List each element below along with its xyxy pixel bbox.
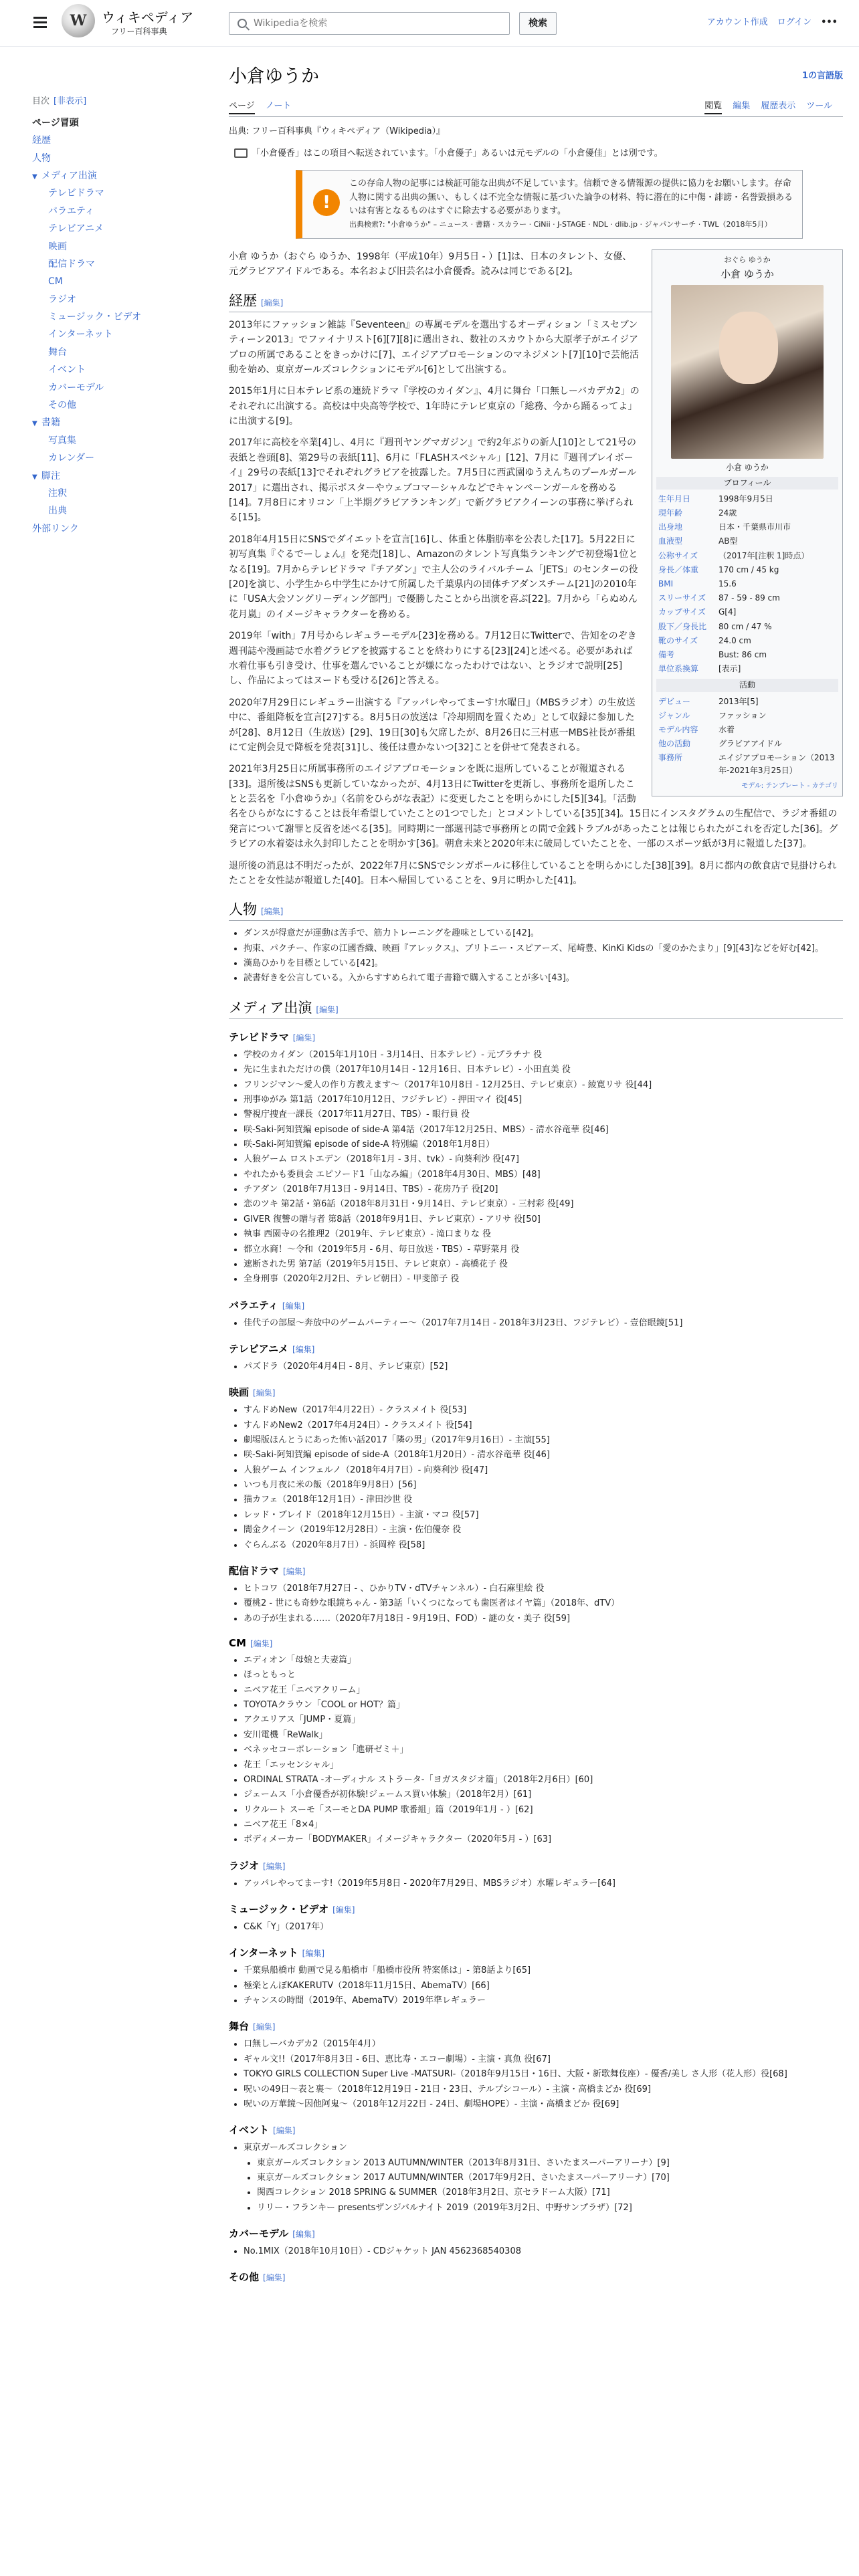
edit-section-link[interactable]: [編集] <box>261 907 284 917</box>
infobox-key[interactable]: 靴のサイズ <box>658 635 698 645</box>
infobox-key[interactable]: 公称サイズ <box>658 550 698 560</box>
edit-section-link[interactable]: [編集] <box>273 2126 296 2136</box>
toc-hide-button[interactable]: [非表示] <box>54 96 87 106</box>
list-item[interactable]: • ギャル文!!（2017年8月3日 - 6日、恵比寿・エコー劇場）- 主演・真魚 役[67] <box>244 2052 843 2067</box>
subsection-heading <box>229 1385 843 1399</box>
edit-section-link[interactable]: [編集] <box>250 1638 273 1648</box>
infobox-value: G[4] <box>719 607 737 617</box>
hatnote: 「小倉優香」はこの項目へ転送されています。「小倉優子」あるいは元モデルの「小倉優佳」とは別です。 <box>229 147 843 161</box>
toc-item-label: インターネット <box>48 329 113 340</box>
infobox <box>652 249 843 796</box>
list-item[interactable]: • 口無しーバカデカ2（2015年4月） <box>244 2037 843 2052</box>
infobox-key[interactable]: 生年月日 <box>658 494 691 504</box>
edit-section-link[interactable]: [編集] <box>332 1905 355 1915</box>
subsection-heading <box>229 1858 843 1872</box>
toc-item[interactable] <box>32 397 186 414</box>
media-list <box>244 1653 843 1848</box>
list-item[interactable]: • 全身刑事（2020年2月2日、テレビ朝日）- 甲斐節子 役 <box>244 1272 843 1287</box>
list-item: • 漢島ひかりを目標としている[42]。 <box>244 956 843 971</box>
subsection-heading-text: バラエティ <box>229 1299 278 1311</box>
list-item[interactable]: • 都立水商！〜令和（2019年5月 - 6月、毎日放送・TBS）- 草野菜月 役 <box>244 1243 843 1257</box>
infobox-header-profile: プロフィール <box>656 477 838 490</box>
toc-item-label: 脚注 <box>41 470 60 481</box>
infobox-value: Bust: 86 cm <box>719 649 767 659</box>
list-item[interactable]: • 劇場版ほんとうにあった怖い話2017「隣の男」（2017年9月16日）- 主演[55] <box>244 1433 843 1448</box>
list-item[interactable]: • ニベア花王「8×4」 <box>244 1818 843 1832</box>
list-item[interactable]: • 咲-Saki-阿知賀編 episode of side-A 第4話（2017年12月25日、MBS）- 清水谷竜華 役[46] <box>244 1123 843 1138</box>
subsection-heading-text: テレビドラマ <box>229 1031 289 1043</box>
toc-item[interactable] <box>32 114 186 132</box>
infobox-footer[interactable]: モデル: テンプレート - カテゴリ <box>741 782 838 790</box>
section-heading-media-text: メディア出演 <box>229 999 312 1016</box>
infobox-row <box>656 549 838 563</box>
subsection-heading-text: CM <box>229 1636 246 1649</box>
infobox-row <box>656 577 838 591</box>
list-item[interactable]: • リリー・フランキー presentsザンジバルナイト 2019（2019年3月2日、中野サンプラザ）[72] <box>257 2201 843 2216</box>
infobox-value: AB型 <box>719 536 738 546</box>
toc-item[interactable] <box>32 414 186 431</box>
tab-item[interactable]: ページ <box>229 101 255 114</box>
infobox-row <box>656 695 838 709</box>
toc-item-label: イベント <box>48 364 86 376</box>
edit-section-link[interactable]: [編集] <box>263 2273 286 2283</box>
edit-section-link[interactable]: [編集] <box>316 1004 339 1014</box>
list-item[interactable]: • 執事 西園寺の名推理2（2019年、テレビ東京）- 滝口まりな 役 <box>244 1227 843 1242</box>
list-item[interactable]: • ぐらんぶる（2020年8月7日）- 浜岡梓 役[58] <box>244 1538 843 1553</box>
toc-item[interactable] <box>32 132 186 149</box>
subsection-heading <box>229 2019 843 2033</box>
create-account-link[interactable]: アカウント作成 <box>706 17 768 27</box>
media-list <box>244 1048 843 1287</box>
career-paragraph: 2017年に高校を卒業[4]し、4月に『週刊ヤングマガジン』で約2年ぶりの新人[10]として21号の表紙と巻頭[8]、第29号の表紙[11]、6月に「FLASHスペシャル」[12]、7月に『週刊プレイボーイ』29号の表紙[13]でそれぞれグラビアを披露した。7月5日に西武園ゆうえんちのプールガール 2017」に選出され、掲示ポスターやウェブコマーシャルなどでキャンペーンガールを務める[14]。7月8日にオリコン「上半期グラビアランキング」で新グラビアクイーンの事務に挙げられる[15]。 <box>229 437 637 524</box>
toc-item-label: 経歴 <box>32 135 51 146</box>
career-paragraph: 2020年7月29日にレギュラー出演する『アッパレやってまーす!水曜日』（MBSラジオ）の生放送中に、番組降板を宣言[27]する。8月5日の放送は「冷却期間を置くため」として収録に参加したが[28]、8月12日（生放送）[29]、19日[30]も欠席したが、8月26日に三村恵一MBS社長が番組にて定例会見で降板を発表[31]し、後任は豊かないつ[32]ことを併せて発表される。 <box>229 697 636 753</box>
list-item[interactable]: • ニベア花王「ニベアクリーム」 <box>244 1683 843 1698</box>
list-item[interactable]: • 先に生まれただけの僕（2017年10月14日 - 12月16日、日本テレビ）- 小田直美 役 <box>244 1063 843 1077</box>
infobox-ruby: おぐら ゆうか <box>724 255 771 264</box>
subsection-heading-text: 舞台 <box>229 2020 250 2033</box>
toc-item[interactable] <box>32 203 186 220</box>
toc-item[interactable] <box>32 308 186 326</box>
subsection-heading-text: インターネット <box>229 1947 298 1959</box>
subsection-heading-text: 配信ドラマ <box>229 1564 280 1577</box>
toc-item-label: 書籍 <box>41 417 60 429</box>
list-item[interactable]: • 東京ガールズコレクション 2013 AUTUMN/WINTER（2013年8月31日、さいたまスーパーアリーナ）[9] <box>257 2156 843 2171</box>
infobox-key[interactable]: 事務所 <box>658 753 683 763</box>
subsection-heading-text: ラジオ <box>229 1859 260 1872</box>
toc-item[interactable] <box>32 238 186 255</box>
infobox-row <box>656 737 838 751</box>
list-item[interactable]: • GIVER 復讐の贈与者 第8話（2018年9月1日、テレビ東京）- アリサ 役[50] <box>244 1212 843 1227</box>
infobox-row <box>656 648 838 662</box>
infobox-row <box>656 534 838 548</box>
toc-item-label: ラジオ <box>48 294 76 305</box>
toc-item[interactable] <box>32 291 186 308</box>
subsection-heading <box>229 1341 843 1356</box>
infobox-name: 小倉 ゆうか <box>721 267 774 280</box>
list-item[interactable]: • ヒトコワ（2018年7月27日 - 、ひかりTV・dTVチャンネル）- 白石麻里絵 役 <box>244 1582 843 1596</box>
subsection-heading <box>229 1030 843 1044</box>
list-item[interactable]: • フリンジマン〜愛人の作り方教えます〜（2017年10月8日 - 12月25日、テレビ東京）- 綾寛リサ 役[44] <box>244 1078 843 1093</box>
toc-item[interactable] <box>32 344 186 361</box>
infobox-key[interactable]: ジャンル <box>658 710 690 720</box>
media-list <box>244 2037 843 2112</box>
list-item[interactable]: • チアダン（2018年7月13日 - 9月14日、TBS）- 花房乃子 役[20] <box>244 1182 843 1197</box>
media-list <box>244 1360 843 1374</box>
tab-item[interactable]: 編集 <box>733 101 751 111</box>
toc-item[interactable] <box>32 379 186 397</box>
subsection-heading-text: テレビアニメ <box>229 1342 288 1355</box>
edit-section-link[interactable]: [編集] <box>283 1566 306 1576</box>
wordmark[interactable]: ウィキペディア <box>102 9 194 25</box>
section-heading-person <box>229 899 843 921</box>
section-heading-media <box>229 997 843 1019</box>
infobox-value: エイジアプロモーション（2013年-2021年3月25日） <box>719 753 835 776</box>
list-item[interactable]: • C&K「Y」（2017年） <box>244 1920 843 1935</box>
toc-item[interactable] <box>32 432 186 449</box>
list-item: • ダンスが得意だが運動は苦手で、筋力トレーニングを趣味としている[42]。 <box>244 926 843 941</box>
infobox-key[interactable]: 出身地 <box>658 522 683 532</box>
list-item[interactable]: • 恋のツキ 第2話・第6話（2018年8月31日・9月14日、テレビ東京）- 三村彩 役[49] <box>244 1197 843 1212</box>
media-list <box>244 1403 843 1553</box>
site-sub: 出典: フリー百科事典『ウィキペディア（Wikipedia）』 <box>229 126 446 136</box>
edit-section-link[interactable]: [編集] <box>263 1861 286 1871</box>
infobox-value: ファッション <box>719 710 767 720</box>
toc-item-label: 写真集 <box>48 435 76 446</box>
search-button[interactable]: 検索 <box>519 12 557 35</box>
toc-item-label: CM <box>48 276 63 288</box>
infobox-key[interactable]: モデル内容 <box>658 724 698 734</box>
source-search-links[interactable]: 出典検索?: "小倉ゆうか" – ニュース · 書籍 · スカラー · CiNii · J-STAGE · NDL · dlib.jp · ジャパンサーチ · TWL（2018年5月） <box>349 219 772 229</box>
chevron-down-icon[interactable]: ▼ <box>32 473 37 481</box>
infobox-key[interactable]: 現年齢 <box>658 508 683 518</box>
edit-section-link[interactable]: [編集] <box>253 2022 276 2032</box>
media-list <box>244 1920 843 1935</box>
infobox-value: 水着 <box>719 724 735 734</box>
toc-item[interactable] <box>32 220 186 237</box>
list-item: • 拘束、パクチー、作家の江國香織、映画『アレックス』、ブリトニー・スピアーズ、尾崎豊、KinKi Kidsの「愛のかたまり」[9][43]などを好む[42]。 <box>244 942 843 956</box>
toc-item-label: テレビドラマ <box>48 188 104 199</box>
infobox-row <box>656 591 838 605</box>
subsection-heading-text: イベント <box>229 2124 270 2137</box>
table-of-contents <box>32 94 186 538</box>
media-list <box>244 1876 843 1891</box>
list-item[interactable]: • ほっともっと <box>244 1668 843 1683</box>
warning-text: この存命人物の記事には検証可能な出典が不足しています。信頼できる情報源の提供に協力をお願いします。存命人物に関する出典の無い、もしくは不完全な情報に基づいた論争の材料、特に潜在的に中傷・誹謗・名誉毀損あるいは有害となるものはすぐに除去する必要があります。 <box>349 179 793 216</box>
toc-item-label: 注釈 <box>48 488 67 499</box>
list-item[interactable]: • 花王「エッセンシャル」 <box>244 1758 843 1773</box>
page-title: 小倉ゆうか <box>229 66 319 87</box>
list-item[interactable]: • 極楽とんぼKAKERUTV（2018年11月15日、AbemaTV）[66] <box>244 1979 843 1994</box>
redirect-icon <box>234 148 248 158</box>
search-icon <box>237 19 247 28</box>
tab-item[interactable]: 閲覧 <box>704 101 722 114</box>
list-item[interactable]: • 学校のカイダン（2015年1月10日 - 3月14日、日本テレビ）- 元プラチナ 役 <box>244 1048 843 1063</box>
toc-item[interactable] <box>32 485 186 502</box>
infobox-row <box>656 620 838 634</box>
toc-item[interactable] <box>32 185 186 202</box>
list-item[interactable]: • 佳代子の部屋〜奔放中のゲームパーティー〜（2017年7月14日 - 2018年3月23日、フジテレビ）- 壹倍眼鏡[51] <box>244 1316 843 1331</box>
infobox-row <box>656 634 838 648</box>
list-item[interactable]: • 闇金クイーン（2019年12月28日）- 主演・佐伯優奈 役 <box>244 1523 843 1537</box>
list-item[interactable]: • TOYOTAクラウン「COOL or HOT？篇」 <box>244 1698 843 1713</box>
infobox-value: [表示] <box>719 664 741 674</box>
subsection-heading-text: ミュージック・ビデオ <box>229 1903 329 1916</box>
career-paragraph: 退所後の消息は不明だったが、2022年7月にSNSでシンガポールに移住していることを明らかにした[38][39]。8月に都内の飲食店で見掛けられたことを女性誌が報道した[40]。日本へ帰国していることを、9月に明かした[41]。 <box>229 860 837 887</box>
list-item[interactable]: • No.1MIX（2018年10月10日）- CDジャケット JAN 4562368540308 <box>244 2244 843 2259</box>
search-input[interactable] <box>254 18 509 29</box>
list-item[interactable]: • あの子が生まれる……（2020年7月18日 - 9月19日、FOD）- 謎の女・美子 役[59] <box>244 1612 843 1626</box>
career-paragraph: 2015年1月に日本テレビ系の連続ドラマ『学校のカイダン』、4月に舞台「口無しーバカデカ2」のそれぞれに出演する。高校は中央高等学校で、1年時にテレビ東京の「総務、今から踊るってよ」に出演する[9]。 <box>229 386 640 427</box>
infobox-value: 日本・千葉県市川市 <box>719 522 791 532</box>
list-item[interactable]: • アクエリアス「JUMP・夏篇」 <box>244 1713 843 1727</box>
infobox-value: （2017年[注釈 1]時点） <box>719 550 809 560</box>
toc-item[interactable] <box>32 273 186 290</box>
wikipedia-logo[interactable]: W <box>62 4 95 37</box>
list-item[interactable]: • 東京ガールズコレクション <box>244 2141 843 2155</box>
main-menu-icon[interactable] <box>32 15 48 31</box>
infobox-row <box>656 605 838 619</box>
tab-item[interactable]: ノート <box>265 101 292 111</box>
edit-section-link[interactable]: [編集] <box>292 1033 316 1043</box>
toc-item-label: 出典 <box>48 506 67 517</box>
list-item[interactable]: • アッパレやってまーす!（2019年5月8日 - 2020年7月29日、MBSラジオ）水曜レギュラー[64] <box>244 1876 843 1891</box>
media-list <box>244 1963 843 2008</box>
edit-section-link[interactable]: [編集] <box>292 1344 315 1354</box>
infobox-value: 170 cm / 45 kg <box>719 564 779 574</box>
infobox-value: グラビアアイドル <box>719 739 782 749</box>
infobox-header-activity: 活動 <box>656 679 838 691</box>
section-heading-person-text: 人物 <box>229 901 257 918</box>
list-item[interactable]: • 人狼ゲーム インフェルノ（2018年4月7日）- 向葵利沙 役[47] <box>244 1463 843 1478</box>
subsection-heading <box>229 2270 843 2284</box>
edit-section-link[interactable]: [編集] <box>253 1388 276 1398</box>
subsection-heading-text: 映画 <box>229 1386 250 1399</box>
infobox-value: 87 - 59 - 89 cm <box>719 593 780 603</box>
list-item[interactable]: • 呪いの49日〜表と裏〜（2018年12月19日 - 21日・23日、テルプシコール）- 主演・高橋まどか 役[69] <box>244 2082 843 2097</box>
subsection-heading <box>229 2123 843 2137</box>
list-item[interactable]: • 安川電機「ReWalk」 <box>244 1728 843 1743</box>
toc-item-label: バラエティ <box>48 205 94 217</box>
infobox-key[interactable]: BMI <box>658 579 674 589</box>
infobox-row <box>656 751 838 778</box>
list-item[interactable]: • すんドめNew2（2017年4月24日）- クラスメイト 役[54] <box>244 1418 843 1433</box>
list-item: • 読書好きを公言している。入からすすめられて電子書籍で購入することが多い[43]。 <box>244 971 843 986</box>
citation-warning-box <box>296 170 803 239</box>
list-item[interactable]: • 関西コレクション 2018 SPRING & SUMMER（2018年3月2日、京セラドーム大阪）[71] <box>257 2185 843 2200</box>
list-item[interactable]: • 東京ガールズコレクション 2017 AUTUMN/WINTER（2017年9月2日、さいたまスーパーアリーナ）[70] <box>257 2171 843 2185</box>
toc-item-label: 舞台 <box>48 346 67 358</box>
toc-item-label: カレンダー <box>48 453 95 464</box>
edit-section-link[interactable]: [編集] <box>282 1301 305 1311</box>
toc-item-label: ミュージック・ビデオ <box>48 312 142 323</box>
infobox-key[interactable]: 他の活動 <box>658 739 691 749</box>
infobox-value: 1998年9月5日 <box>719 494 773 504</box>
toc-item-label: その他 <box>48 400 76 411</box>
tab-item[interactable]: 履歴表示 <box>761 101 796 111</box>
infobox-key[interactable]: 備考 <box>658 649 675 659</box>
toc-title: 目次 <box>32 96 50 106</box>
list-item[interactable]: • 人狼ゲーム ロストエデン（2018年1月 - 3月、tvk）- 向葵利沙 役[47] <box>244 1152 843 1167</box>
media-list <box>244 2141 843 2216</box>
tab-item[interactable]: ツール <box>806 101 832 111</box>
media-list <box>244 1582 843 1626</box>
subsection-heading <box>229 1637 843 1649</box>
career-paragraph: 2013年にファッション雑誌『Seventeen』の専属モデルを選出するオーディション「ミスセブンティーン2013」でファイナリスト[6][7][8]に選出され、数社のスカウトから大原孝子がエイジアプロの所属であることをきっかけに[7]、エイジアプロモーションのマネジメント[7][10]で芸能活動を始め、東京ガールズコレクションにモデル[6]として出演する。 <box>229 319 639 375</box>
more-options-icon[interactable]: ••• <box>821 17 838 27</box>
media-list <box>244 2244 843 2259</box>
person-list <box>244 926 843 986</box>
list-item[interactable]: • 警視庁捜査一課長（2017年11月27日、TBS）- 眼行員 役 <box>244 1107 843 1122</box>
list-item[interactable]: • 覆桃2 - 世にも奇妙な眼鏡ちゃん - 第3話「いくつになっても歯医者はイヤ篇」（2018年、dTV） <box>244 1596 843 1611</box>
site-header <box>0 0 859 47</box>
toc-item-label: 映画 <box>48 241 67 252</box>
toc-item-label: テレビアニメ <box>48 223 104 235</box>
toc-item[interactable] <box>32 150 186 167</box>
toc-item[interactable] <box>32 502 186 520</box>
list-item[interactable]: • すんドめNew（2017年4月22日）- クラスメイト 役[53] <box>244 1403 843 1418</box>
toc-item-label: ページ冒頭 <box>32 117 79 128</box>
toc-item[interactable] <box>32 361 186 379</box>
list-item[interactable]: • 猫カフェ（2018年12月1日）- 津田沙世 役 <box>244 1493 843 1507</box>
infobox-row <box>656 506 838 520</box>
list-item[interactable]: • ORDINAL STRATA -オーディナル ストラータ-「ヨガスタジオ篇」（2018年2月6日）[60] <box>244 1773 843 1788</box>
infobox-key[interactable]: スリーサイズ <box>658 593 706 603</box>
photo-caption: 小倉 ゆうか <box>726 462 769 472</box>
infobox-value: 80 cm / 47 % <box>719 621 772 631</box>
tagline: フリー百科事典 <box>111 27 167 36</box>
toc-item-label: 外部リンク <box>32 523 79 534</box>
infobox-row <box>656 723 838 737</box>
list-item[interactable]: • リクルート スーモ「スーモとDA PUMP 歌番組」篇（2019年1月 - ）[62] <box>244 1803 843 1818</box>
language-button[interactable]: 1の言語版 <box>801 71 843 81</box>
list-item[interactable]: • ベネッセコーポレーション「進研ゼミ＋」 <box>244 1743 843 1757</box>
edit-section-link[interactable]: [編集] <box>292 2230 315 2240</box>
list-item[interactable]: • 刑事ゆがみ 第1話（2017年10月12日、フジテレビ）- 押田マイ 役[45] <box>244 1093 843 1107</box>
infobox-key[interactable]: 股下／身長比 <box>658 621 707 631</box>
lead-paragraph: 小倉 ゆうか（おぐら ゆうか、1998年（平成10年）9月5日 - ）[1]は、日本のタレント、女優、元グラビアアイドルである。本名および旧芸名は小倉優香。読みは同じである[2]。 <box>229 251 632 278</box>
warning-icon: ! <box>313 189 340 216</box>
toc-item-label: メディア出演 <box>41 170 97 181</box>
infobox-key[interactable]: デビュー <box>658 696 691 706</box>
search-box[interactable] <box>229 12 510 35</box>
list-item[interactable]: • パズドラ（2020年4月4日 - 8月、テレビ東京）[52] <box>244 1360 843 1374</box>
infobox-key[interactable]: 身長／体重 <box>658 564 699 574</box>
infobox-row <box>656 492 838 506</box>
list-item[interactable]: • 咲-Saki-阿知賀編 episode of side-A 特別編（2018年1月8日） <box>244 1138 843 1152</box>
infobox-value: 15.6 <box>719 579 737 589</box>
list-item[interactable]: • 咲-Saki-阿知賀編 episode of side-A（2018年1月20日）- 清水谷竜華 役[46] <box>244 1448 843 1463</box>
career-paragraph: 2021年3月25日に所属事務所のエイジアプロモーションを既に退所していることが報道される[33]。退所後はSNSも更新していなかったが、4月13日にTwitterを更新し、事務所を退所したことと芸名を『小倉ゆうか』（名前をひらがな表記）に変更したことを明らかにした[5][34]。「活動名をひらがなにすることは長年希望していたことの1つでした」とコメントしている[35][34]。15日にインスタグラムの生配信で、ラジオ番組の発言について謝罪と反省を述べる[35]。同時期に一部週刊誌で事務所との間で金銭トラブルがあったことは報じられたがこれを否定した[36]。グラビアの水着姿は永久封印したことを明かす[36]。朝倉未来と2020年末に破局していたことを、一部のスポーツ紙が3月に報道した[37]。 <box>229 764 838 850</box>
infobox-value: 24歳 <box>719 508 737 518</box>
toc-item[interactable] <box>32 167 186 185</box>
toc-item[interactable] <box>32 467 186 485</box>
list-item[interactable]: • 呪いの万華鏡〜因他阿鬼〜（2018年12月22日 - 24日、劇場HOPE）- 主演・高橋まどか 役[69] <box>244 2097 843 2112</box>
infobox-row <box>656 520 838 534</box>
subsection-heading <box>229 1902 843 1916</box>
list-item[interactable]: • TOKYO GIRLS COLLECTION Super Live -MATSURI-（2018年9月15日・16日、大阪・新歌舞伎座）- 優香/美し さ人形（花人形）役[68] <box>244 2067 843 2082</box>
list-item[interactable]: • レッド・ブレイド（2018年12月15日）- 主演・マコ 役[57] <box>244 1508 843 1523</box>
toc-item[interactable] <box>32 326 186 343</box>
list-item[interactable]: • エディオン「母娘と夫妻篇」 <box>244 1653 843 1668</box>
subsection-heading <box>229 1564 843 1578</box>
subsection-heading <box>229 2226 843 2240</box>
toc-item[interactable] <box>32 449 186 467</box>
main-content <box>229 62 843 2288</box>
list-item[interactable]: • ジェームス「小倉優香が初体験!ジェームス買い体験」（2018年2月）[61] <box>244 1788 843 1802</box>
infobox-key[interactable]: カップサイズ <box>658 607 706 617</box>
toc-item-label: 人物 <box>32 152 51 164</box>
infobox-row <box>656 563 838 577</box>
section-heading-career-text: 経歴 <box>229 292 257 309</box>
subsection-heading <box>229 1945 843 1959</box>
media-list <box>244 1316 843 1331</box>
list-item[interactable]: • やれたかも委員会 エピソード1「山なみ編」（2018年4月30日、MBS）[48] <box>244 1168 843 1182</box>
edit-section-link[interactable]: [編集] <box>302 1949 325 1959</box>
list-item[interactable]: • いつも月夜に米の飯（2018年9月8日）[56] <box>244 1478 843 1493</box>
infobox-key[interactable]: 血液型 <box>658 536 683 546</box>
infobox-row <box>656 662 838 676</box>
infobox-value: 2013年[5] <box>719 696 759 706</box>
career-paragraph: 2019年「with」7月号からレギュラーモデル[23]を務める。7月12日にTwitterで、告知をのぞき週刊誌や漫画誌で水着グラビアを披露することを終わりにする[23][24]と述べる。必要があれば水着仕事も引き受け、仕事を選んでいることが嫌になったわけではない、とラジオで説明[25]し、作品によってはヌードも受ける[26]と答える。 <box>229 631 637 687</box>
subsection-heading <box>229 1298 843 1312</box>
career-paragraph: 2018年4月15日にSNSでダイエットを宣言[16]し、体重と体脂肪率を公表した[17]。5月22日に初写真集『ぐるでーしょん』を発売[18]し、Amazonのタレント写真集ランキングで初登場1位となる[19]。7月からテレビドラマ『チアダン』で主人公のライバルチーム「JETS」のセンターの役[20]を演じ、小学生から中学生にかけて所属した千葉県内の団体チアダンスチーム[21]の2010年に「USA大会ソングリーディング部門」で優勝したことから出演を喜ぶ[22]。7月から「らぬめん花月嵐」のイメージキャラクターを務める。 <box>229 534 638 620</box>
infobox-row <box>656 709 838 723</box>
chevron-down-icon[interactable]: ▼ <box>32 420 37 428</box>
login-link[interactable]: ログイン <box>777 17 812 27</box>
toc-item-label: カバーモデル <box>48 382 104 393</box>
subsection-heading-text: カバーモデル <box>229 2228 289 2240</box>
page-tabs <box>229 100 843 117</box>
portrait-photo[interactable] <box>671 285 824 459</box>
toc-item[interactable] <box>32 520 186 538</box>
list-item[interactable]: • ボディメーカー「BODYMAKER」イメージキャラクター（2020年5月 - ）[63] <box>244 1832 843 1847</box>
toc-item[interactable] <box>32 255 186 273</box>
list-item[interactable]: • 遮断された男 第7話（2019年5月15日、テレビ東京）- 高橋花子 役 <box>244 1257 843 1272</box>
list-item[interactable]: • 千葉県船橋市 動画で見る船橋市「船橋市役所 特案係は」- 第8話より[65] <box>244 1963 843 1978</box>
infobox-key[interactable]: 単位系換算 <box>658 664 699 674</box>
subsection-heading-text: その他 <box>229 2271 260 2284</box>
edit-section-link[interactable]: [編集] <box>261 298 284 308</box>
infobox-value: 24.0 cm <box>719 635 751 645</box>
toc-item-label: 配信ドラマ <box>48 258 95 270</box>
list-item[interactable]: • チャンスの時間（2019年、AbemaTV）2019年準レギュラー <box>244 1994 843 2008</box>
chevron-down-icon[interactable]: ▼ <box>32 173 37 181</box>
